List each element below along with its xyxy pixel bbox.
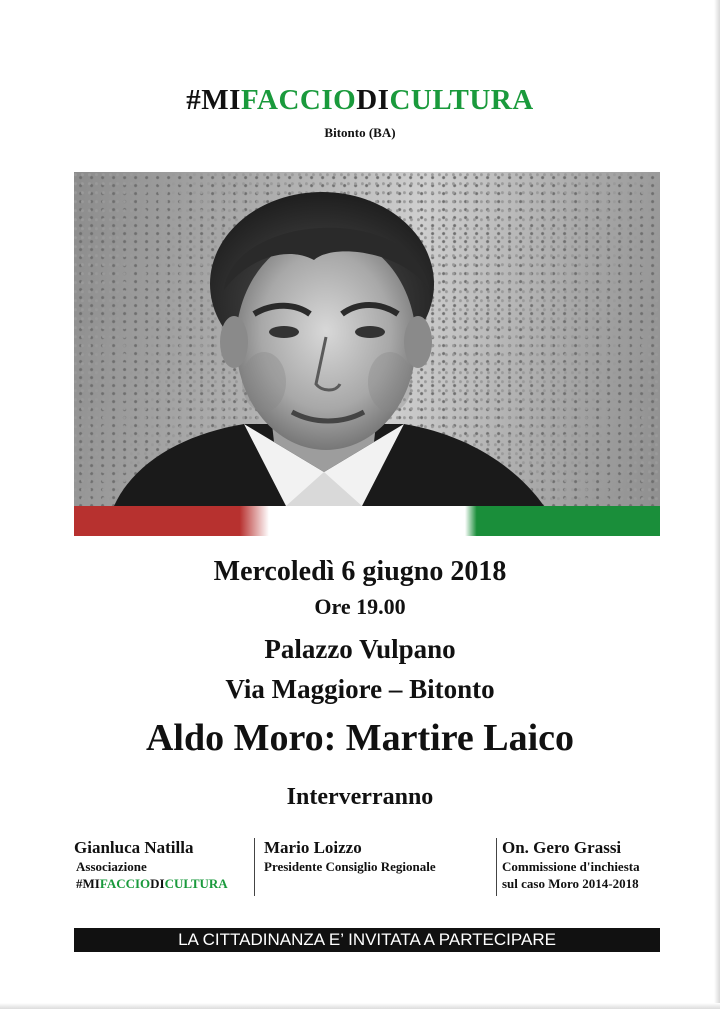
speaker-name: On. Gero Grassi [502,838,622,857]
speaker-role: Presidente Consiglio Regionale [264,859,436,874]
org-green-1: FACCIO [99,876,151,891]
page-bottom-shadow [0,1003,720,1009]
brand-green-1: FACCIO [240,84,357,116]
italian-flag-stripe [74,506,660,536]
flag-red-band [74,506,269,536]
portrait-illustration [74,172,660,506]
speaker-role: Commissione d'inchiesta [502,859,640,874]
event-street: Via Maggiore – Bitonto [225,674,495,704]
event-title: Aldo Moro: Martire Laico [145,717,575,759]
location-subtitle: Bitonto (BA) [324,125,396,140]
flag-white-band [269,506,464,536]
portrait-photo [74,172,660,506]
speaker-divider [254,838,255,896]
speakers-heading: Interverranno [286,784,434,810]
speaker-role-detail: sul caso Moro 2014-2018 [502,876,639,891]
speaker-name: Gianluca Natilla [74,838,194,857]
brand-middle: DI [356,84,390,116]
brand-green-2: CULTURA [389,84,534,116]
speakers-list [74,838,660,898]
page-edge-shadow [714,0,720,1009]
speaker-grassi [502,838,640,892]
speaker-divider [496,838,497,896]
speaker-organization [74,875,228,892]
speaker-name: Mario Loizzo [264,838,362,857]
speaker-loizzo [264,838,436,875]
event-time: Ore 19.00 [314,594,406,619]
brand-title [0,84,720,117]
invitation-banner: LA CITTADINANZA E’ INVITATA A PARTECIPARE [74,928,660,952]
event-venue: Palazzo Vulpano [264,634,456,664]
brand-prefix: #MI [186,84,241,116]
speaker-role: Associazione [76,859,147,874]
org-prefix: #MI [76,876,100,891]
org-green-2: CULTURA [164,876,228,891]
speaker-natilla [74,838,228,892]
event-date: Mercoledì 6 giugno 2018 [213,556,507,587]
flag-green-band [465,506,660,536]
org-middle: DI [150,876,165,891]
